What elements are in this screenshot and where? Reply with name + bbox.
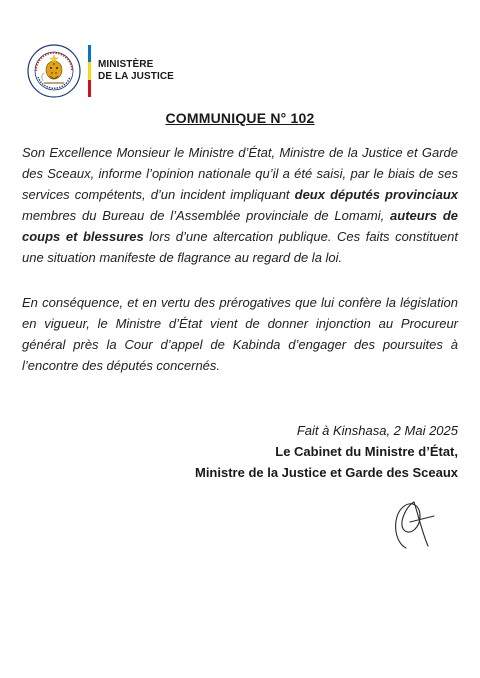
- office-line-2: Ministre de la Justice et Garde des Sceaux: [194, 465, 458, 480]
- ministry-name: [98, 59, 174, 83]
- p1-text-1: Son Excellence Monsieur le Ministre d’État, Ministre de la Justice et Garde des Sceaux, informe l’opinion nationale qu’il a été saisi, par le biais de ses services compétents, d’un incident impliquant: [22, 145, 458, 202]
- office-line-1: Le Cabinet du Ministre d’État,: [275, 444, 458, 459]
- signature-block: [158, 420, 458, 483]
- paragraph-2: En conséquence, et en vertu des prérogatives que lui confère la législation en vigueur, le Ministre d’État vient de donner injonction au Procureur général près la Cour d’appel de Kabinda d’engager des poursuites à l’encontre des députés concernés.: [22, 295, 458, 373]
- p1-bold-1: deux députés provinciaux: [294, 187, 458, 202]
- letterhead: [26, 40, 174, 102]
- handwritten-signature: [384, 498, 444, 552]
- p1-text-2: membres du Bureau de l’Assemblée provinciale de Lomami,: [22, 208, 391, 223]
- ministry-line-1: MINISTÈRE: [98, 59, 154, 70]
- ministry-line-2: DE LA JUSTICE: [98, 71, 174, 82]
- flag-stripe-yellow: [88, 62, 91, 79]
- place-date: Fait à Kinshasa, 2 Mai 2025: [296, 423, 458, 438]
- p1-text-3: lors d’une altercation publique. Ces faits constituent une situation manifeste de flagrance au regard de la loi.: [22, 229, 458, 265]
- flag-stripe-blue: [88, 45, 91, 62]
- paragraph-1: [22, 142, 458, 268]
- flag-color-bar: [88, 45, 91, 97]
- p1-bold-2: auteurs de coups et blessures: [22, 208, 458, 244]
- flag-stripe-red: [88, 80, 91, 97]
- government-seal-icon: [26, 43, 82, 99]
- communique-title: COMMUNIQUE N° 102: [165, 110, 315, 126]
